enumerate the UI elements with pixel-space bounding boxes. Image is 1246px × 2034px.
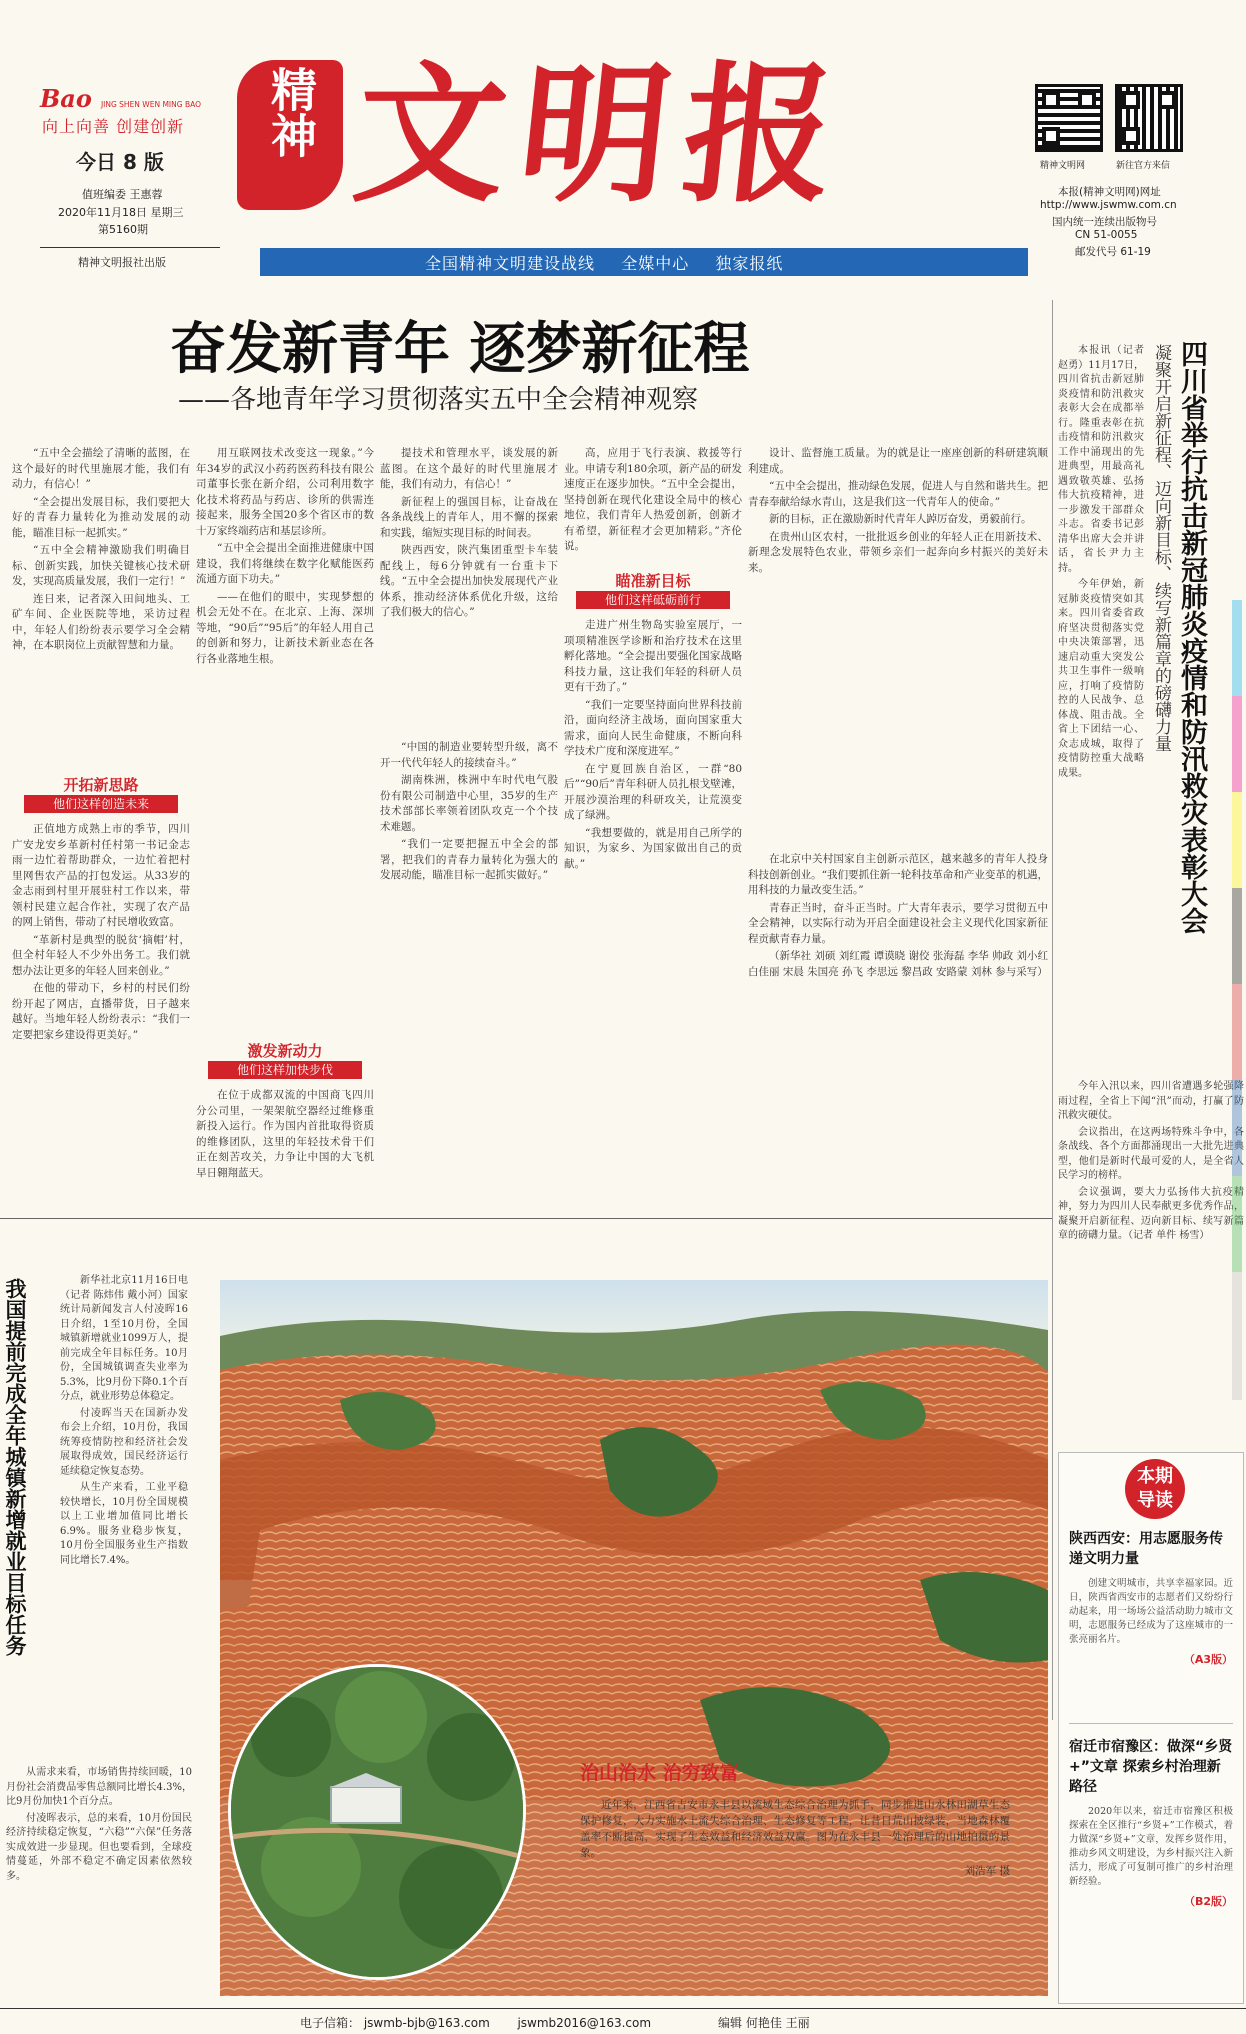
- paragraph: 付凌晖当天在国新办发布会上介绍，10月份，我国统筹疫情防控和经济社会发展取得成效，国民经济运行延续稳定恢复态势。: [60, 1407, 188, 1477]
- guide-badge: [1125, 1459, 1185, 1519]
- right-story-title: 四川省举行抗击新冠肺炎疫情和防汛救灾表彰大会: [1176, 340, 1207, 934]
- main-story-col-3b: [380, 740, 558, 1210]
- qr-code-1[interactable]: [1035, 84, 1103, 152]
- paragraph: ——在他们的眼中，实现梦想的机会无处不在。在北京、上海、深圳等地，“90后”“95后”的年轻人用自己的创新和努力，让新技术新业态在各行各业落地生根。: [196, 590, 374, 665]
- issue-date: 2020年11月18日 星期三: [58, 206, 184, 219]
- paragraph: “五中全会提出，推动绿色发展，促进人与自然和谐共生。把青春奉献给绿水青山，这是我们这一代青年人的使命。”: [748, 480, 1048, 508]
- right-story-body-bottom: [1058, 1080, 1244, 1440]
- footer-editor: 编辑 何艳佳 王丽: [718, 2016, 810, 2030]
- paragraph: “中国的制造业要转型升级，离不开一代代年轻人的接续奋斗。”: [380, 741, 558, 769]
- footer: [300, 2014, 651, 2031]
- subhead-3-bar: 他们这样砥砺前行: [576, 591, 730, 609]
- right-story-subtitle: 凝聚开启新征程、迈向新目标、续写新篇章的磅礴力量: [1151, 344, 1171, 752]
- paragraph: 陕西西安，陕汽集团重型卡车装配线上，每6分钟就有一台重卡下线。“五中全会提出加快发展现代产业体系，推动经济体系优化升级，这给了我们极大的信心。”: [380, 544, 558, 618]
- qr-code-2[interactable]: [1115, 84, 1183, 152]
- masthead-divider: [40, 247, 220, 248]
- guide-box: [1058, 1452, 1244, 2004]
- masthead-logo: [40, 84, 201, 113]
- column-rule: [1052, 300, 1053, 1720]
- paragraph: 在北京中关村国家自主创新示范区，越来越多的青年人投身科技创新创业。“我们要抓住新一轮科技革命和产业变革的机遇，用科技的力量改变生活。”: [748, 853, 1048, 896]
- today-pages: 今日 8 版: [76, 150, 164, 174]
- paragraph: 青春正当时，奋斗正当时。广大青年表示，要学习贯彻五中全会精神，以实际行动为开启全面建设社会主义现代化国家新征程贡献青春力量。: [748, 901, 1048, 945]
- paragraph: 正值地方成熟上市的季节，四川广安龙安乡革新村任村第一书记金志雨一边忙着帮助群众，一边忙着把村里网售农产品的打包发运。从33岁的金志雨到村里开展驻村工作以来，带领村民建立起合作社，实现了农产品的网上销售，带动了村民增收致富。: [12, 823, 190, 928]
- main-story-col-5b: [748, 852, 1048, 1210]
- color-calibration-strip: [1232, 600, 1242, 1400]
- masthead: [0, 0, 1246, 284]
- subhead-2-title: 激发新动力: [247, 1042, 323, 1060]
- subhead-2-bar: 他们这样加快步伐: [208, 1061, 362, 1079]
- subhead-1-bar: 他们这样创造未来: [24, 795, 178, 813]
- banner-item-3: 独家报纸: [715, 254, 784, 273]
- guide-badge-line-1: 本期: [1137, 1466, 1173, 1487]
- title-small: 精神: [264, 66, 318, 158]
- main-story-col-1b: [12, 822, 190, 1210]
- banner-text: [425, 251, 783, 274]
- main-story-col-4b: [564, 618, 742, 1210]
- title-big: 文明报: [346, 47, 858, 223]
- paragraph: “我们一定要把握五中全会的部署，把我们的青春力量转化为强大的发展动能，瞄准目标一起抓实做好。”: [380, 838, 558, 881]
- paragraph: 从生产来看，工业平稳较快增长，10月份全国规模以上工业增加值同比增长6.9%。服务业稳步恢复，10月份全国服务业生产指数同比增长7.4%。: [60, 1482, 188, 1566]
- paragraph: 会议强调，要大力弘扬伟大抗疫精神，努力为四川人民奉献更多优秀作品，凝聚开启新征程、迈向新目标、续写新篇章的磅礴力量。（记者 单件 杨雪）: [1058, 1186, 1244, 1241]
- subhead-3-title: 瞄准新目标: [615, 572, 691, 590]
- photo-caption: [580, 1758, 1010, 1878]
- paragraph: “革新村是典型的脱贫‘摘帽’村，但全村年轻人不少外出务工。我们就想办法让更多的年轻人回来创业。”: [12, 933, 190, 977]
- paragraph: 在宁夏回族自治区，一群“80后”“90后”青年科研人员扎根戈壁滩，开展沙漠治理的科研攻关，让荒漠变成了绿洲。: [564, 762, 742, 821]
- main-story-col-3a: [380, 446, 558, 736]
- paragraph: 在他的带动下，乡村的村民们纷纷开起了网店，直播带货，日子越来越好。当地年轻人纷纷表示：“我们一定要把家乡建设得更美好。”: [12, 982, 190, 1041]
- cn-number: CN 51-0055: [1075, 229, 1138, 241]
- main-story-col-5a: [748, 446, 1048, 846]
- subhead-1-title: 开拓新思路: [63, 776, 139, 794]
- guide-item-1-page[interactable]: （A3版）: [1183, 1653, 1233, 1666]
- paragraph: 会议指出，在这两场特殊斗争中，各条战线、各个方面都涌现出一大批先进典型，他们是新时代最可爱的人，是全省人民学习的榜样。: [1058, 1126, 1244, 1181]
- paragraph: “我想要做的，就是用自己所学的知识，为家乡、为国家做出自己的贡献。”: [564, 826, 742, 870]
- section-rule: [0, 1218, 1052, 1219]
- paragraph: 本报讯（记者 赵勇）11月17日，四川省抗击新冠肺炎疫情和防汛救灾表彰大会在成都举行。隆重表彰在抗击疫情和防汛救灾工作中涌现出的先进典型，用最高礼遇致敬英雄、弘扬伟大抗疫精神，进一步激发干部群众斗志。省委书记彭清华出席大会并讲话，省长尹力主持。: [1058, 345, 1144, 574]
- main-story-col-2b: [196, 1088, 374, 1210]
- photo-caption-text: 近年来，江西省吉安市永丰县以流域生态综合治理为抓手，同步推进山水林田湖草生态保护修复，大力实施水土流失综合治理、生态修复等工程，让昔日荒山披绿装，当地森林覆盖率不断提高，实现了生态效益和经济效益双赢。图为在永丰县一处治理后的山地拍摄的景象。: [580, 1799, 1010, 1859]
- site-label: 本报(精神文明网)网址: [1058, 186, 1161, 198]
- guide-item-2-page[interactable]: （B2版）: [1183, 1895, 1233, 1908]
- qr2-label: 新往官方来信: [1116, 161, 1171, 171]
- paragraph: 付凌晖表示，总的来看，10月份国民经济持续稳定恢复，“六稳”“六保”任务落实成效进一步显现。但也要看到，全球疫情蔓延，外部不稳定不确定因素依然较多。: [6, 1812, 192, 1882]
- paragraph: 提技术和管理水平，谈发展的新蓝图。在这个最好的时代里施展才能，我们有动力，有信心！”: [380, 447, 558, 490]
- site-url[interactable]: http://www.jswmw.com.cn: [1040, 199, 1177, 211]
- guide-divider: [1069, 1723, 1233, 1724]
- guide-item-1-text: 创建文明城市，共享幸福家园。近日，陕西省西安市的志愿者们又纷纷行动起来，用一场场公益活动助力城市文明，志愿服务已经成为了这座城市的一张亮丽名片。: [1069, 1578, 1233, 1645]
- landscape-photo: [220, 1280, 1048, 1996]
- guide-item-2-title[interactable]: 宿迁市宿豫区：做深“乡贤+”文章 探索乡村治理新路径: [1069, 1739, 1233, 1795]
- logo-word: Bao: [40, 84, 92, 113]
- main-headline: 奋发新青年 逐梦新征程: [170, 316, 750, 382]
- paragraph: 高，应用于飞行表演、救援等行业。申请专利180余项，新产品的研发速度正在逐步加快。“五中全会提出，坚持创新在现代化建设全局中的核心地位，我们青年人热爱创新，创新才有希望，新征程才会更加精彩。”齐伦说。: [564, 447, 742, 552]
- publisher: 精神文明报社出版: [78, 256, 166, 269]
- paragraph: 今年入汛以来，四川省遭遇多轮强降雨过程，全省上下闻“汛”而动，打赢了防汛救灾硬仗。: [1058, 1081, 1244, 1121]
- photo-credit: 刘浩军 摄: [964, 1865, 1010, 1877]
- employment-story-body-top: [60, 1274, 188, 1760]
- editor-on-duty: 值班编委 王惠蓉: [82, 188, 163, 201]
- paragraph: “五中全会提出全面推进健康中国建设，我们将继续在数字化赋能医药流通方面下功夫。”: [196, 542, 374, 585]
- paragraph: 设计、监督施工质量。为的就是让一座座创新的科研建筑顺利建成。: [748, 447, 1048, 475]
- banner-item-1: 全国精神文明建设战线: [425, 254, 596, 273]
- paragraph: “我们一定要坚持面向世界科技前沿，面向经济主战场，面向国家重大需求，面向人民生命健康，不断向科学技术广度和深度进军。”: [564, 698, 742, 757]
- main-story-col-4a: [564, 446, 742, 556]
- employment-story-title: 我国提前完成全年城镇新增就业目标任务: [3, 1278, 27, 1656]
- guide-item-2[interactable]: [1069, 1737, 1233, 1909]
- postcode: 邮发代号 61-19: [1075, 246, 1151, 258]
- paragraph: “全会提出发展目标，我们要把大好的青春力量转化为推动发展的动能，瞄准目标一起抓实。”: [12, 495, 190, 539]
- slogan: 向上向善 创建创新: [42, 117, 185, 136]
- right-story-body-top: [1058, 344, 1144, 1064]
- paragraph: 新的目标，正在激励新时代青年人踔厉奋发，勇毅前行。: [769, 513, 1032, 525]
- footer-email-1[interactable]: jswmb-bjb@163.com: [363, 2016, 490, 2030]
- issue-number: 第5160期: [98, 223, 148, 236]
- main-story-col-2a: [196, 446, 374, 1026]
- forest-inset-photo: [231, 1667, 523, 1977]
- guide-badge-line-2: 导读: [1137, 1490, 1173, 1511]
- paragraph: 新华社北京11月16日电（记者 陈炜伟 戴小河）国家统计局新闻发言人付凌晖16日介绍，1至10月份，全国城镇新增就业1099万人，提前完成全年目标任务。10月份，全国城镇调查失业率为5.3%，比9月份下降0.1个百分点，就业形势总体稳定。: [60, 1275, 188, 1402]
- guide-item-2-text: 2020年以来，宿迁市宿豫区积极探索在全区推行“乡贤+”工作模式，着力做深“乡贤+”文章，发挥乡贤作用，推动乡风文明建设，为乡村振兴注入新活力，形成了可复制可推广的乡村治理新经验。: [1069, 1806, 1233, 1887]
- main-story-col-1a: [12, 446, 190, 766]
- guide-item-1[interactable]: [1069, 1529, 1233, 1667]
- logo-pinyin: JING SHEN WEN MING BAO: [100, 100, 201, 109]
- banner-item-2: 全媒中心: [621, 254, 690, 273]
- paragraph: 新征程上的强国目标，让奋战在各条战线上的青年人，用不懈的探索和实践，缩短实现目标的时间表。: [380, 495, 558, 539]
- footer-rule: [0, 2008, 1246, 2009]
- paragraph: 在贵州山区农村，一批批返乡创业的年轻人正在用新技术、新理念发展特色农业，带领乡亲们一起奔向乡村振兴的美好未来。: [748, 530, 1048, 574]
- qr1-label: 精神文明网: [1040, 161, 1086, 171]
- paragraph: 连日来，记者深入田间地头、工矿车间、企业医院等地，采访过程中，年轻人们纷纷表示要学习全会精神，在本职岗位上贡献智慧和力量。: [12, 592, 190, 651]
- paragraph: 从需求来看，市场销售持续回暖，10月份社会消费品零售总额同比增长4.3%，比9月份加快1个百分点。: [6, 1767, 192, 1807]
- footer-email-2[interactable]: jswmb2016@163.com: [517, 2016, 652, 2030]
- paragraph: 湖南株洲，株洲中车时代电气股份有限公司制造中心里，35岁的生产技术部部长率领着团队攻克一个个技术难题。: [380, 774, 558, 833]
- paragraph: （新华社 刘硕 刘红霞 谭谟晓 谢佼 张海磊 李华 帅政 刘小红 白佳丽 宋晨 朱国亮 孙飞 李思远 黎昌政 安路蒙 刘林 参与采写）: [748, 950, 1048, 978]
- postal-number: 国内统一连续出版物号: [1052, 216, 1157, 228]
- paragraph: 今年伊始，新冠肺炎疫情突如其来。四川省委省政府坚决贯彻落实党中央决策部署，迅速启动重大突发公共卫生事件一级响应，打响了疫情防控的人民战争、总体战、阻击战。全省上下团结一心、众志成城，取得了疫情防控重大战略成果。: [1058, 579, 1144, 779]
- paragraph: 在位于成都双流的中国商飞四川分公司里，一架架航空器经过维修重新投入运行。作为国内首批取得资质的维修团队，这里的年轻技术骨干们正在刻苦攻关，力争让中国的大飞机早日翱翔蓝天。: [196, 1089, 374, 1179]
- paragraph: 用互联网技术改变这一现象。”今年34岁的武汉小药药医药科技有限公司董事长张在新介绍，公司利用数字化技术将药品与药店、诊所的供需连接起来，服务全国20多个省区市的数十万家终端药店和基层诊所。: [196, 447, 374, 537]
- paragraph: “五中全会描绘了清晰的蓝图，在这个最好的时代里施展才能，我们有动力，有信心！”: [12, 447, 190, 490]
- guide-item-1-title[interactable]: 陕西西安：用志愿服务传递文明力量: [1069, 1531, 1223, 1567]
- paragraph: “五中全会精神激励我们明确目标、创新实践，加快关键核心技术研发，实现高质量发展，我们一定行！”: [12, 544, 190, 587]
- photo-caption-title: 治山治水 治穷致富: [580, 1762, 739, 1784]
- main-subheadline: ——各地青年学习贯彻落实五中全会精神观察: [178, 385, 699, 415]
- paragraph: 走进广州生物岛实验室展厅，一项项精准医学诊断和治疗技术在这里孵化落地。“全会提出要强化国家战略科技力量，这让我们年轻的科研人员更有干劲了。”: [564, 619, 742, 693]
- employment-story-body-bottom: [6, 1766, 192, 1992]
- footer-email-label: 电子信箱：: [300, 2016, 361, 2030]
